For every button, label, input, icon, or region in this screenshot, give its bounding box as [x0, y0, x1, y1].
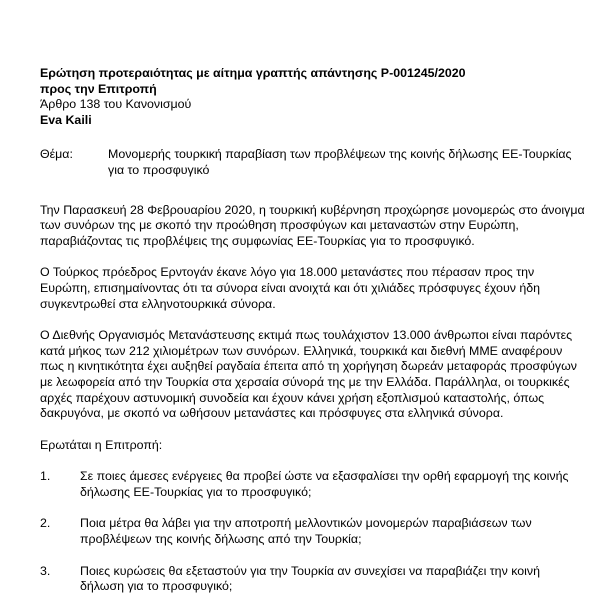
subject-text: Μονομερής τουρκική παραβίαση των προβλέψεων της κοινής δήλωσης ΕΕ-Τουρκίας για το προσφυγικό: [108, 147, 572, 177]
questions-intro: Ερωτάται η Επιτροπή:: [40, 437, 163, 452]
question-title: Ερώτηση προτεραιότητας με αίτημα γραπτής απάντησης P-001245/2020: [40, 66, 466, 80]
body-paragraph: Ο Τούρκος πρόεδρος Ερντογάν έκανε λόγο για 18.000 μετανάστες που πέρασαν προς την Ευρώπη, επισημαίνοντας ότι τα σύνορα είναι ανοιχτά και ότι χιλιάδες πρόσφυγες έχουν ήδη συγκεντρωθεί στα ελληνοτουρκικά σύνορα.: [40, 265, 541, 311]
question-item: [40, 516, 580, 547]
question-number: 1.: [40, 469, 51, 484]
body-paragraph: Ο Διεθνής Οργανισμός Μετανάστευσης εκτιμά πως τουλάχιστον 13.000 άνθρωποι είναι παρόντες κατά μήκος των 212 χιλιομέτρων των συνόρων. Ελληνικά, τουρκικά και διεθνή ΜΜΕ αναφέρουν πως η κινητικότητα έχει αυξηθεί ραγδαία έπειτα από τη χορήγηση δωρεάν μεταφοράς προσφύγων με λεωφορεία από την Τουρκία στα χερσαία σύνορά της με την Ελλάδα. Παράλληλα, οι τουρκικές αρχές παρέχουν αστυνομική συνοδεία και έχουν κάνει χρήση εξοπλισμού καταστολής, όπως δακρυγόνα, με σκοπό να ωθήσουν μετανάστες και πρόσφυγες στα ελληνικά σύνορα.: [40, 328, 577, 421]
question-number: 2.: [40, 516, 51, 531]
subject-row: [40, 147, 580, 178]
subject-label: Θέμα:: [40, 147, 73, 162]
body-paragraph: Την Παρασκευή 28 Φεβρουαρίου 2020, η τουρκική κυβέρνηση προχώρησε μονομερώς στο άνοιγμα των συνόρων της με σκοπό την προώθηση προσφύγων και μεταναστών στην Ευρώπη, παραβιάζοντας τις προβλέψεις της συμφωνίας ΕΕ-Τουρκίας για το προσφυγικό.: [40, 202, 585, 248]
question-number: 3.: [40, 563, 51, 578]
question-item: [40, 469, 580, 500]
addressee: προς την Επιτροπή: [40, 81, 157, 96]
author-name: Eva Kaili: [40, 112, 92, 127]
question-text: Ποια μέτρα θα λάβει για την αποτροπή μελλοντικών μονομερών παραβιάσεων των προβλέψεων της κοινής δήλωσης από την Τουρκία;: [80, 516, 532, 547]
question-text: Σε ποιες άμεσες ενέργειες θα προβεί ώστε να εξασφαλίσει την ορθή εφαρμογή της κοινής δήλωσης ΕΕ-Τουρκίας για το προσφυγικό;: [80, 469, 569, 499]
document-page: [40, 66, 585, 595]
question-item: [40, 564, 580, 595]
question-text: Ποιες κυρώσεις θα εξεταστούν για την Τουρκία αν συνεχίσει να παραβιάζει την κοινή δήλωση για το προσφυγικό;: [80, 563, 540, 594]
rule-reference: Άρθρο 138 του Κανονισμού: [40, 97, 192, 112]
